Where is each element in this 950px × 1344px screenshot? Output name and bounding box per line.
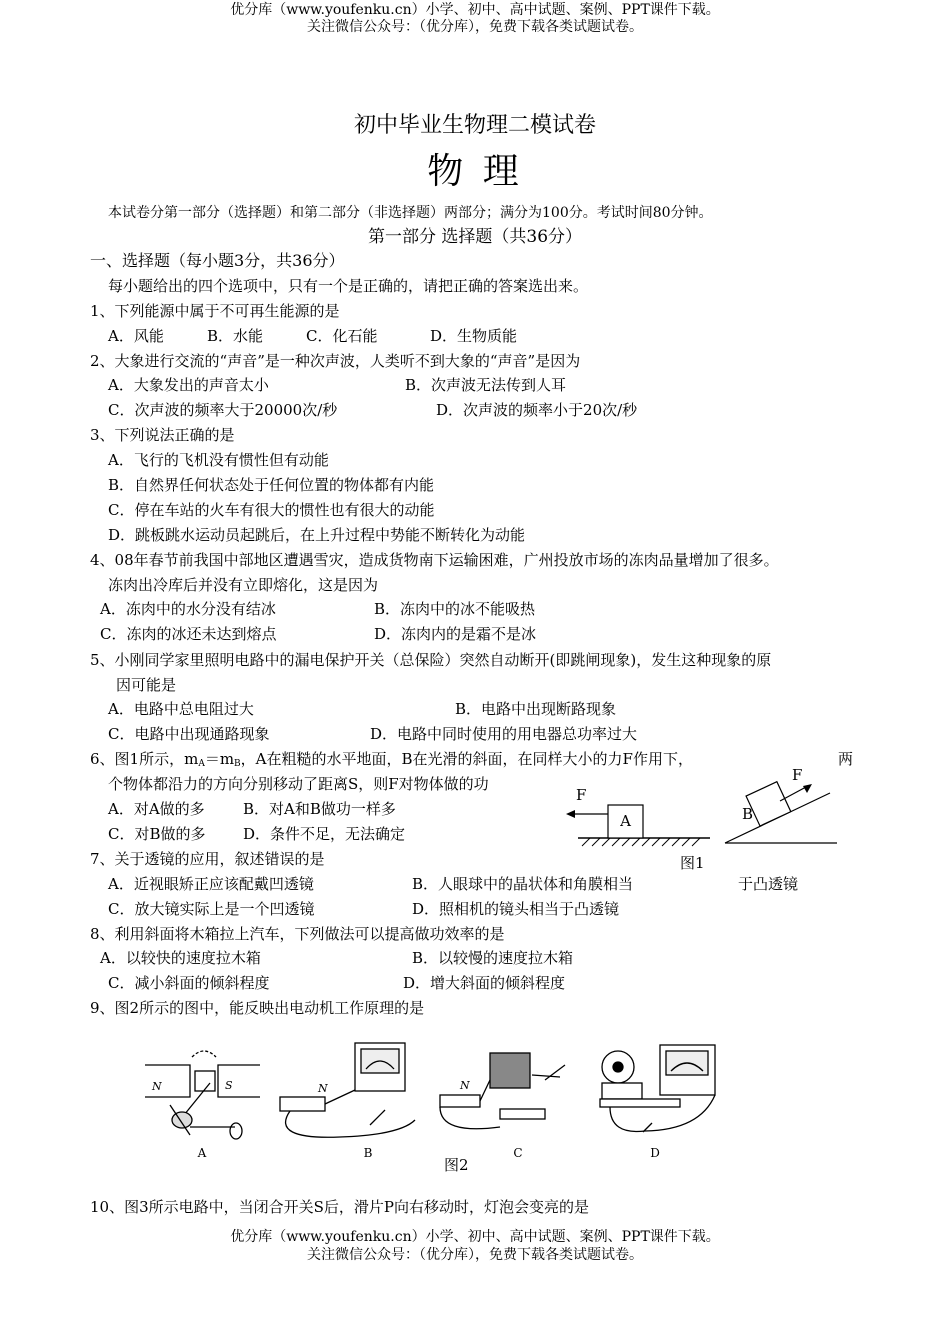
figure-1-block-a: [566, 786, 710, 846]
q6-option-d: D．条件不足，无法确定: [243, 825, 406, 843]
figure-2-apparatus-d: [600, 1045, 715, 1132]
figure-1: [560, 765, 850, 875]
q5-option-d: D．电路中同时使用的用电器总功率过大: [370, 725, 638, 743]
q3-option-a: A．飞行的飞机没有惯性但有动能: [108, 451, 329, 469]
subject-title: 物 理: [427, 151, 523, 192]
q6-stem-pre: 6、图1所示，m: [90, 750, 199, 768]
q6-option-a: A．对A做的多: [108, 800, 205, 818]
q2-stem: 2、大象进行交流的“声音”是一种次声波，人类听不到大象的“声音”是因为: [90, 352, 581, 370]
exam-intro: 本试卷分第一部分（选择题）和第二部分（非选择题）两部分；满分为100分。考试时间80分钟。: [108, 205, 713, 221]
section1-heading: 一、选择题（每小题3分，共36分）: [90, 251, 345, 270]
part1-heading: 第一部分 选择题（共36分）: [367, 227, 583, 247]
footer-line-1: 优分库（www.youfenku.cn）小学、初中、高中试题、案例、PPT课件下载。: [230, 1229, 720, 1245]
q8-option-a: A．以较快的速度拉木箱: [100, 949, 261, 967]
figure-1-force-b: F: [792, 766, 803, 784]
q5-stem-line2: 因可能是: [116, 676, 177, 694]
figure-1-force-a: F: [576, 786, 587, 804]
q6-stem-line2: 个物体都沿力的方向分别移动了距离S，则F对物体做的功: [108, 775, 489, 793]
q6-option-c: C．对B做的多: [108, 825, 206, 843]
header-line-2: 关注微信公众号：（优分库），免费下载各类试题试卷。: [307, 19, 643, 35]
q9-stem: 9、图2所示的图中，能反映出电动机工作原理的是: [90, 999, 425, 1017]
q10-stem: 10、图3所示电路中，当闭合开关S后，滑片P向右移动时，灯泡会变亮的是: [90, 1198, 590, 1216]
q7-stem: 7、关于透镜的应用，叙述错误的是: [90, 850, 325, 868]
q2-option-a: A．大象发出的声音太小: [108, 376, 269, 394]
instruction: 每小题给出的四个选项中，只有一个是正确的，请把正确的答案选出来。: [108, 277, 589, 295]
figure-2-apparatus-a: [145, 1051, 260, 1139]
figure-2-label-a: A: [197, 1146, 207, 1160]
q6-option-b: B．对A和B做功一样多: [243, 800, 396, 818]
q4-option-c: C．冻肉的冰还未达到熔点: [100, 625, 277, 643]
figure-2-pole-n2: N: [318, 1082, 328, 1095]
q3-stem: 3、下列说法正确的是: [90, 426, 235, 444]
figure-2-pole-s: S: [225, 1079, 233, 1092]
q7-option-d: D．照相机的镜头相当于凸透镜: [412, 900, 620, 918]
figure-1-label-a: A: [620, 812, 631, 830]
q2-option-d: D．次声波的频率小于20次/秒: [436, 401, 638, 419]
q1-option-b: B．水能: [207, 327, 264, 345]
figure-2-label-b: B: [363, 1146, 373, 1160]
q1-stem: 1、下列能源中属于不可再生能源的是: [90, 302, 340, 320]
q7-option-b: B．人眼球中的晶状体和角膜相当: [412, 875, 634, 893]
figure-2-label-c: C: [513, 1146, 523, 1160]
q4-option-a: A．冻肉中的水分没有结冰: [100, 600, 276, 618]
q3-option-b: B．自然界任何状态处于任何位置的物体都有内能: [108, 476, 435, 494]
q4-option-d: D．冻肉内的是霜不是冰: [374, 625, 537, 643]
figure-2-apparatus-c: [440, 1053, 565, 1129]
header-line-1: 优分库（www.youfenku.cn）小学、初中、高中试题、案例、PPT课件下载。: [230, 2, 720, 18]
figure-2: [140, 1035, 730, 1165]
q4-option-b: B．冻肉中的冰不能吸热: [374, 600, 536, 618]
q1-option-c: C．化石能: [306, 327, 378, 345]
figure-1-caption: 图1: [680, 854, 705, 872]
footer-line-2: 关注微信公众号：（优分库），免费下载各类试题试卷。: [307, 1247, 643, 1263]
figure-2-label-d: D: [650, 1146, 660, 1160]
q3-option-c: C．停在车站的火车有很大的惯性也有很大的动能: [108, 501, 435, 519]
q4-stem-line1: 4、08年春节前我国中部地区遭遇雪灾，造成货物南下运输困难，广州投放市场的冻肉品量增加了很多。: [90, 551, 779, 569]
q6-stem-tail: 两: [838, 750, 854, 768]
q7-option-a: A．近视眼矫正应该配戴凹透镜: [108, 875, 314, 893]
q5-option-a: A．电路中总电阻过大: [108, 700, 254, 718]
q5-option-c: C．电路中出现通路现象: [108, 725, 270, 743]
q8-option-c: C．减小斜面的倾斜程度: [108, 974, 270, 992]
figure-2-apparatus-b: [280, 1043, 415, 1137]
exam-title: 初中毕业生物理二模试卷: [353, 113, 596, 138]
q5-stem-line1: 5、小刚同学家里照明电路中的漏电保护开关（总保险）突然自动断开(即跳闸现象)，发生这种现象的原: [90, 651, 772, 669]
q1-option-a: A．风能: [108, 327, 164, 345]
figure-2-caption: 图2: [444, 1156, 469, 1174]
q1-option-d: D．生物质能: [430, 327, 518, 345]
figure-2-pole-n: N: [152, 1080, 162, 1093]
q8-option-d: D．增大斜面的倾斜程度: [403, 974, 566, 992]
q8-option-b: B．以较慢的速度拉木箱: [412, 949, 574, 967]
q6-subscript-b: B: [234, 759, 241, 769]
q2-option-c: C．次声波的频率大于20000次/秒: [108, 401, 338, 419]
q7-option-c: C．放大镜实际上是一个凹透镜: [108, 900, 315, 918]
figure-1-block-b: [725, 766, 837, 843]
q4-stem-line2: 冻肉出冷库后并没有立即熔化，这是因为: [108, 576, 379, 594]
q3-option-d: D．跳板跳水运动员起跳后，在上升过程中势能不断转化为动能: [108, 526, 526, 544]
q8-stem: 8、利用斜面将木箱拉上汽车，下列做法可以提高做功效率的是: [90, 925, 505, 943]
figure-1-label-b: B: [742, 805, 754, 823]
q5-option-b: B．电路中出现断路现象: [455, 700, 617, 718]
q2-option-b: B．次声波无法传到人耳: [405, 376, 567, 394]
figure-2-pole-n3: N: [460, 1079, 470, 1092]
q6-stem-post: ，A在粗糙的水平地面，B在光滑的斜面，在同样大小的力F作用下，: [240, 750, 693, 768]
q7-option-b-tail: 于凸透镜: [738, 875, 799, 893]
q6-subscript-a: A: [198, 759, 205, 769]
q6-stem-eq: ＝m: [204, 750, 235, 768]
